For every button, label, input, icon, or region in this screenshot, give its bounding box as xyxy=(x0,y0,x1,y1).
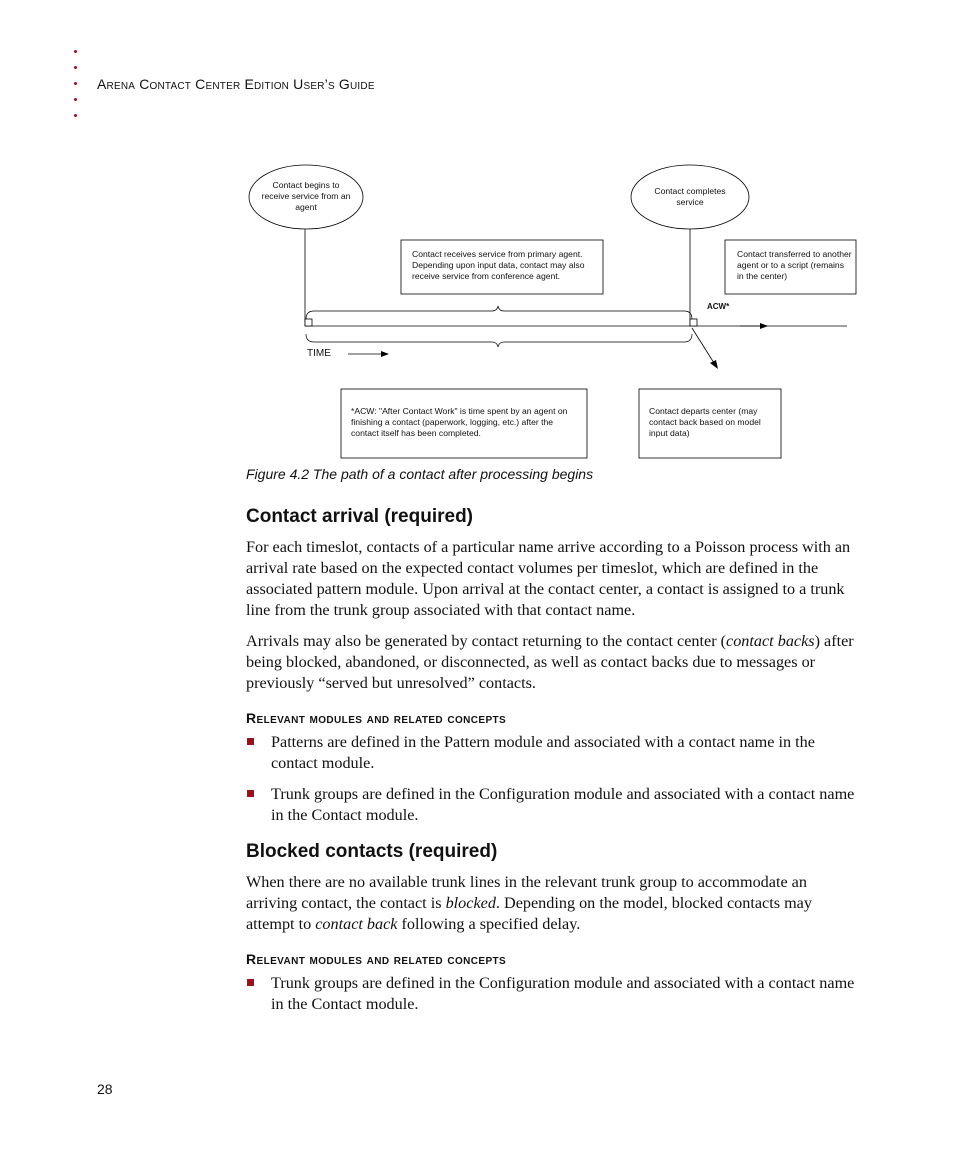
subsection-title: Relevant modules and related concepts xyxy=(246,951,507,967)
italic-term: contact back xyxy=(315,915,398,933)
lower-brace xyxy=(306,334,692,347)
square-bullet-icon xyxy=(247,790,254,797)
text-run: Arrivals may also be generated by contact returning to the contact center ( xyxy=(246,632,727,650)
box-departs-label: Contact departs center (may contact back based on model input data) xyxy=(649,406,761,438)
departure-arrow xyxy=(710,360,718,369)
bullet-item xyxy=(246,973,858,1015)
acw-label: ACW* xyxy=(707,302,730,311)
time-label: TIME xyxy=(307,348,331,359)
text-run: following a specified delay. xyxy=(397,915,581,933)
upper-brace xyxy=(306,306,692,319)
bullet-item xyxy=(246,732,858,774)
bullet-list xyxy=(246,732,858,826)
paragraph: For each timeslot, contacts of a particular name arrive according to a Poisson process with an arrival rate based on the expected contact volumes per timeslot, which are defined in the associated pattern module. Upon arrival at the contact center, a contact is assigned to a trunk line from the trunk group associated with that contact name. xyxy=(246,538,851,619)
margin-dot xyxy=(74,66,77,69)
margin-dot xyxy=(74,98,77,101)
time-arrow xyxy=(381,351,389,357)
square-bullet-icon xyxy=(247,979,254,986)
box-primary-label: Contact receives service from primary agent. Depending upon input data, contact may also receive service from conference agent. xyxy=(412,249,585,281)
subsection-title: Relevant modules and related concepts xyxy=(246,710,507,726)
paragraph xyxy=(246,631,858,694)
page-number: 28 xyxy=(97,1081,113,1097)
ellipse-complete-label: Contact completes service xyxy=(654,186,726,207)
paragraph xyxy=(246,872,858,935)
box-transferred-label: Contact transferred to another agent or to a script (remains in the center) xyxy=(737,249,852,281)
figure-caption: Figure 4.2 The path of a contact after processing begins xyxy=(246,466,594,482)
section-title-blocked-contacts: Blocked contacts (required) xyxy=(246,841,498,862)
box-acw-note-label: *ACW: "After Contact Work" is time spent by an agent on finishing a contact (paperwork, logging, etc.) after the contact itself has been completed. xyxy=(351,406,568,438)
margin-dot xyxy=(74,82,77,85)
contact-path-diagram xyxy=(240,160,860,465)
bullet-text: Trunk groups are defined in the Configuration module and associated with a contact name in the Contact module. xyxy=(271,974,855,1013)
section-title-contact-arrival: Contact arrival (required) xyxy=(246,506,473,527)
bullet-text: Patterns are defined in the Pattern module and associated with a contact name in the contact module. xyxy=(271,733,815,772)
bullet-list xyxy=(246,973,858,1015)
italic-term: contact backs xyxy=(726,632,815,650)
margin-dot xyxy=(74,114,77,117)
text-run: . Depending on the model, blocked contacts may attempt to xyxy=(246,894,812,933)
italic-term: blocked xyxy=(445,894,496,912)
main-content xyxy=(246,505,858,1025)
text-run: When there are no available trunk lines in the relevant trunk group to accommodate an arriving contact, the contact is xyxy=(246,873,807,912)
bullet-text: Trunk groups are defined in the Configuration module and associated with a contact name in the Contact module. xyxy=(271,785,855,824)
text-run: ) after being blocked, abandoned, or disconnected, as well as contact backs due to messages or previously “served but unresolved” contacts. xyxy=(246,632,854,692)
square-bullet-icon xyxy=(247,738,254,745)
bullet-item xyxy=(246,784,858,826)
margin-dot xyxy=(74,50,77,53)
running-head: Arena Contact Center Edition User’s Guide xyxy=(97,76,375,92)
ellipse-begin-label: Contact begins to receive service from an agent xyxy=(261,180,351,212)
